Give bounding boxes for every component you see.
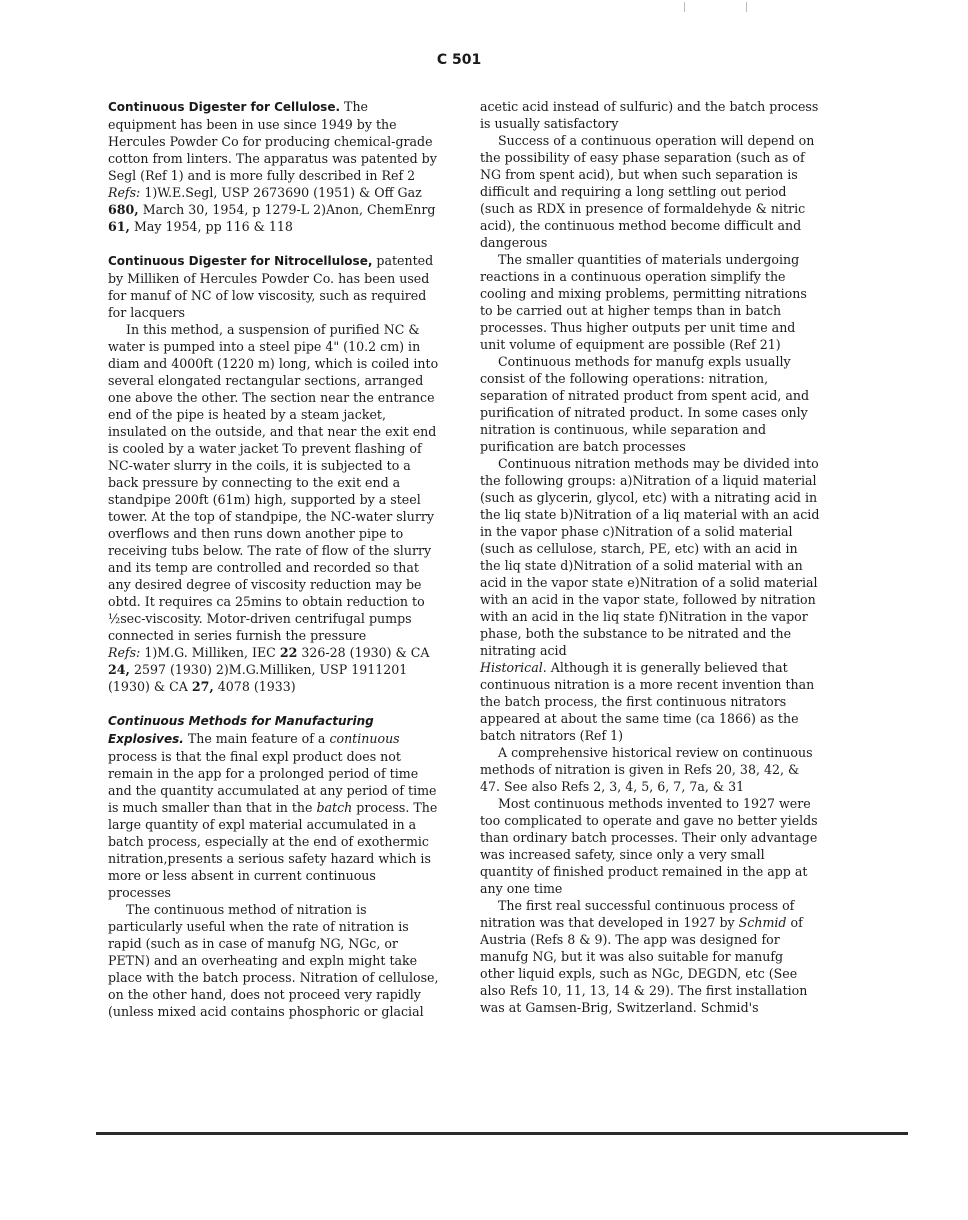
- refs-label: Refs:: [108, 185, 141, 200]
- body-text: process is that the final expl product does not remain in the app for a prolonged period of time and the quantity accumulated at any period of time is much smaller than that in the: [108, 749, 437, 815]
- paragraph-nitration-rate: The continuous method of nitration is particularly useful when the rate of nitration is rapid (such as in case of manufg NG, NGc, or PETN) and an overheating and expln might take place with the batch process. Nitration of cellulose, on the other hand, does not proceed very rapidly (unless mixed acid contains phosphoric or glacial: [108, 902, 439, 1019]
- footer-rule: [96, 1132, 908, 1135]
- paragraph-phase-separation: Success of a continuous operation will depend on the possibility of easy phase separation (such as of NG from spent acid), but when such separation is difficult and requiring a long settling out period (such as RDX in presence of formaldehyde & nitric acid), the continuous method become difficult and dangerous: [480, 133, 815, 250]
- paragraph-smaller-quantities: The smaller quantities of materials undergoing reactions in a continuous operation simplify the cooling and mixing problems, permitting nitrations to be carried out at higher temps than in batch processes. Thus higher outputs per unit time and unit volume of equipment are possible (Ref 21): [480, 252, 807, 352]
- heading-digester-nitrocellulose: Continuous Digester for Nitrocellulose,: [108, 254, 373, 268]
- body-emphasis: batch: [316, 800, 353, 815]
- section-digester-cellulose: [108, 98, 440, 184]
- left-column: [108, 98, 440, 1020]
- refs-label: Refs:: [108, 645, 141, 660]
- paragraph-method: In this method, a suspension of purified NC & water is pumped into a steel pipe 4" (10.2 cm) in diam and 4000ft (1220 m) long, which is coiled into several elongated rectangular sections, arranged one above the other. The section near the entrance end of the pipe is heated by a steam jacket, insulated on the outside, and that near the exit end is cooled by a water jacket To prevent flashing of NC-water slurry in the coils, it is subjected to a back pressure by connecting to the exit end a standpipe 200ft (61m) high, supported by a steel tower. At the top of standpipe, the NC-water slurry overflows and then runs down another pipe to receiving tubs below. The rate of flow of the slurry and its temp are controlled and recorded so that any desired degree of viscosity reduction may be obtd. It requires ca 25mins to obtain reduction to ½sec-viscosity. Motor-driven centrifugal pumps connected in series furnish the pressure: [108, 322, 439, 643]
- ref-volume: 24,: [108, 662, 130, 677]
- heading-continuous-methods: Continuous Methods for Manufacturing Explosives.: [108, 714, 374, 746]
- right-column: [480, 98, 820, 1016]
- ref-text: 1)M.G. Milliken, IEC: [144, 645, 276, 660]
- body-text: The main feature of a: [187, 731, 326, 746]
- heading-digester-cellulose: Continuous Digester for Cellulose.: [108, 100, 341, 114]
- paragraph-review: A comprehensive historical review on continuous methods of nitration is given in Refs 20, 38, 42, & 47. See also Refs 2, 3, 4, 5, 6, 7, 7a, & 31: [480, 745, 813, 794]
- paragraph-acetic-acid: acetic acid instead of sulfuric) and the batch process is usually satisfactory: [480, 99, 819, 131]
- ref-volume: 680,: [108, 202, 139, 217]
- ref-text: 2597 (1930) 2)M.G.Milliken, USP 1911201 (1930) & CA: [108, 662, 408, 694]
- heading-historical: Historical.: [480, 660, 547, 675]
- ref-text: 1)W.E.Segl, USP 2673690 (1951) & Off Gaz: [144, 185, 422, 200]
- paragraph-schmid: [480, 897, 820, 1016]
- body-digester-cellulose: The equipment has been in use since 1949 by the Hercules Powder Co for producing chemical-grade cotton from linters. The apparatus was patented by Segl (Ref 1) and is more fully described in Ref 2: [108, 99, 437, 183]
- refs-digester-nitrocellulose: [108, 644, 440, 695]
- section-digester-nitrocellulose: [108, 252, 440, 321]
- paragraph-historical: [480, 659, 820, 744]
- body-text: of Austria (Refs 8 & 9). The app was designed for manufg NG, but it was also suitable for manufg other liquid expls, such as NGc, DEGDN, etc (See also Refs 10, 11, 13, 14 & 29). The first installation was at Gamsen-Brig, Switzerland. Schmid's: [480, 915, 808, 1015]
- body-emphasis: Schmid: [738, 915, 787, 930]
- refs-digester-cellulose: [108, 184, 440, 235]
- body-text: Although it is generally believed that continuous nitration is a more recent invention than the batch process, the first continuous nitrators appeared at about the same time (ca 1866) as the batch nitrators (Ref 1): [480, 660, 815, 743]
- ref-text: May 1954, pp 116 & 118: [133, 219, 293, 234]
- ref-volume: 22: [279, 645, 298, 660]
- paragraph-early-methods: Most continuous methods invented to 1927 were too complicated to operate and gave no better yields than ordinary batch processes. Their only advantage was increased safety, since only a very small quantity of finished product remained in the app at any one time: [480, 796, 818, 896]
- section-continuous-methods: [108, 712, 440, 901]
- page-number: C 501: [436, 52, 482, 68]
- paragraph-operations: Continuous methods for manufg expls usually consist of the following operations: nitration, separation of nitrated product from spent acid, and purification of nitrated product. In some cases only nitration is continuous, while separation and purification are batch processes: [480, 354, 810, 454]
- ref-volume: 61,: [108, 219, 130, 234]
- body-text: The first real successful continuous process of nitration was that developed in 1927 by: [480, 898, 795, 930]
- ref-text: 326-28 (1930) & CA: [301, 645, 430, 660]
- paragraph-groups: Continuous nitration methods may be divided into the following groups: a)Nitration of a liquid material (such as glycerin, glycol, etc) with a nitrating acid in the liq state b)Nitration of a liq material with an acid in the vapor phase c)Nitration of a solid material (such as cellulose, starch, PE, etc) with an acid in the liq state d)Nitration of a solid material with an acid in the vapor state e)Nitration of a solid material with an acid in the vapor state, followed by nitration with an acid in the liq state f)Nitration in the vapor phase, both the substance to be nitrated and the nitrating acid: [480, 456, 820, 658]
- ref-text: 4078 (1933): [217, 679, 296, 694]
- ref-text: March 30, 1954, p 1279-L 2)Anon, ChemEnrg: [142, 202, 436, 217]
- body-text: process. The large quantity of expl material accumulated in a batch process, especially at the end of exothermic nitration,presents a serious safety hazard which is more or less absent in current continuous processes: [108, 800, 438, 900]
- ref-volume: 27,: [191, 679, 214, 694]
- body-digester-nitrocellulose: patented by Milliken of Hercules Powder Co. has been used for manuf of NC of low viscosity, such as required for lacquers: [108, 253, 434, 320]
- body-emphasis: continuous: [329, 731, 400, 746]
- scan-mark-left: [684, 2, 685, 12]
- scan-mark-right: [746, 2, 747, 12]
